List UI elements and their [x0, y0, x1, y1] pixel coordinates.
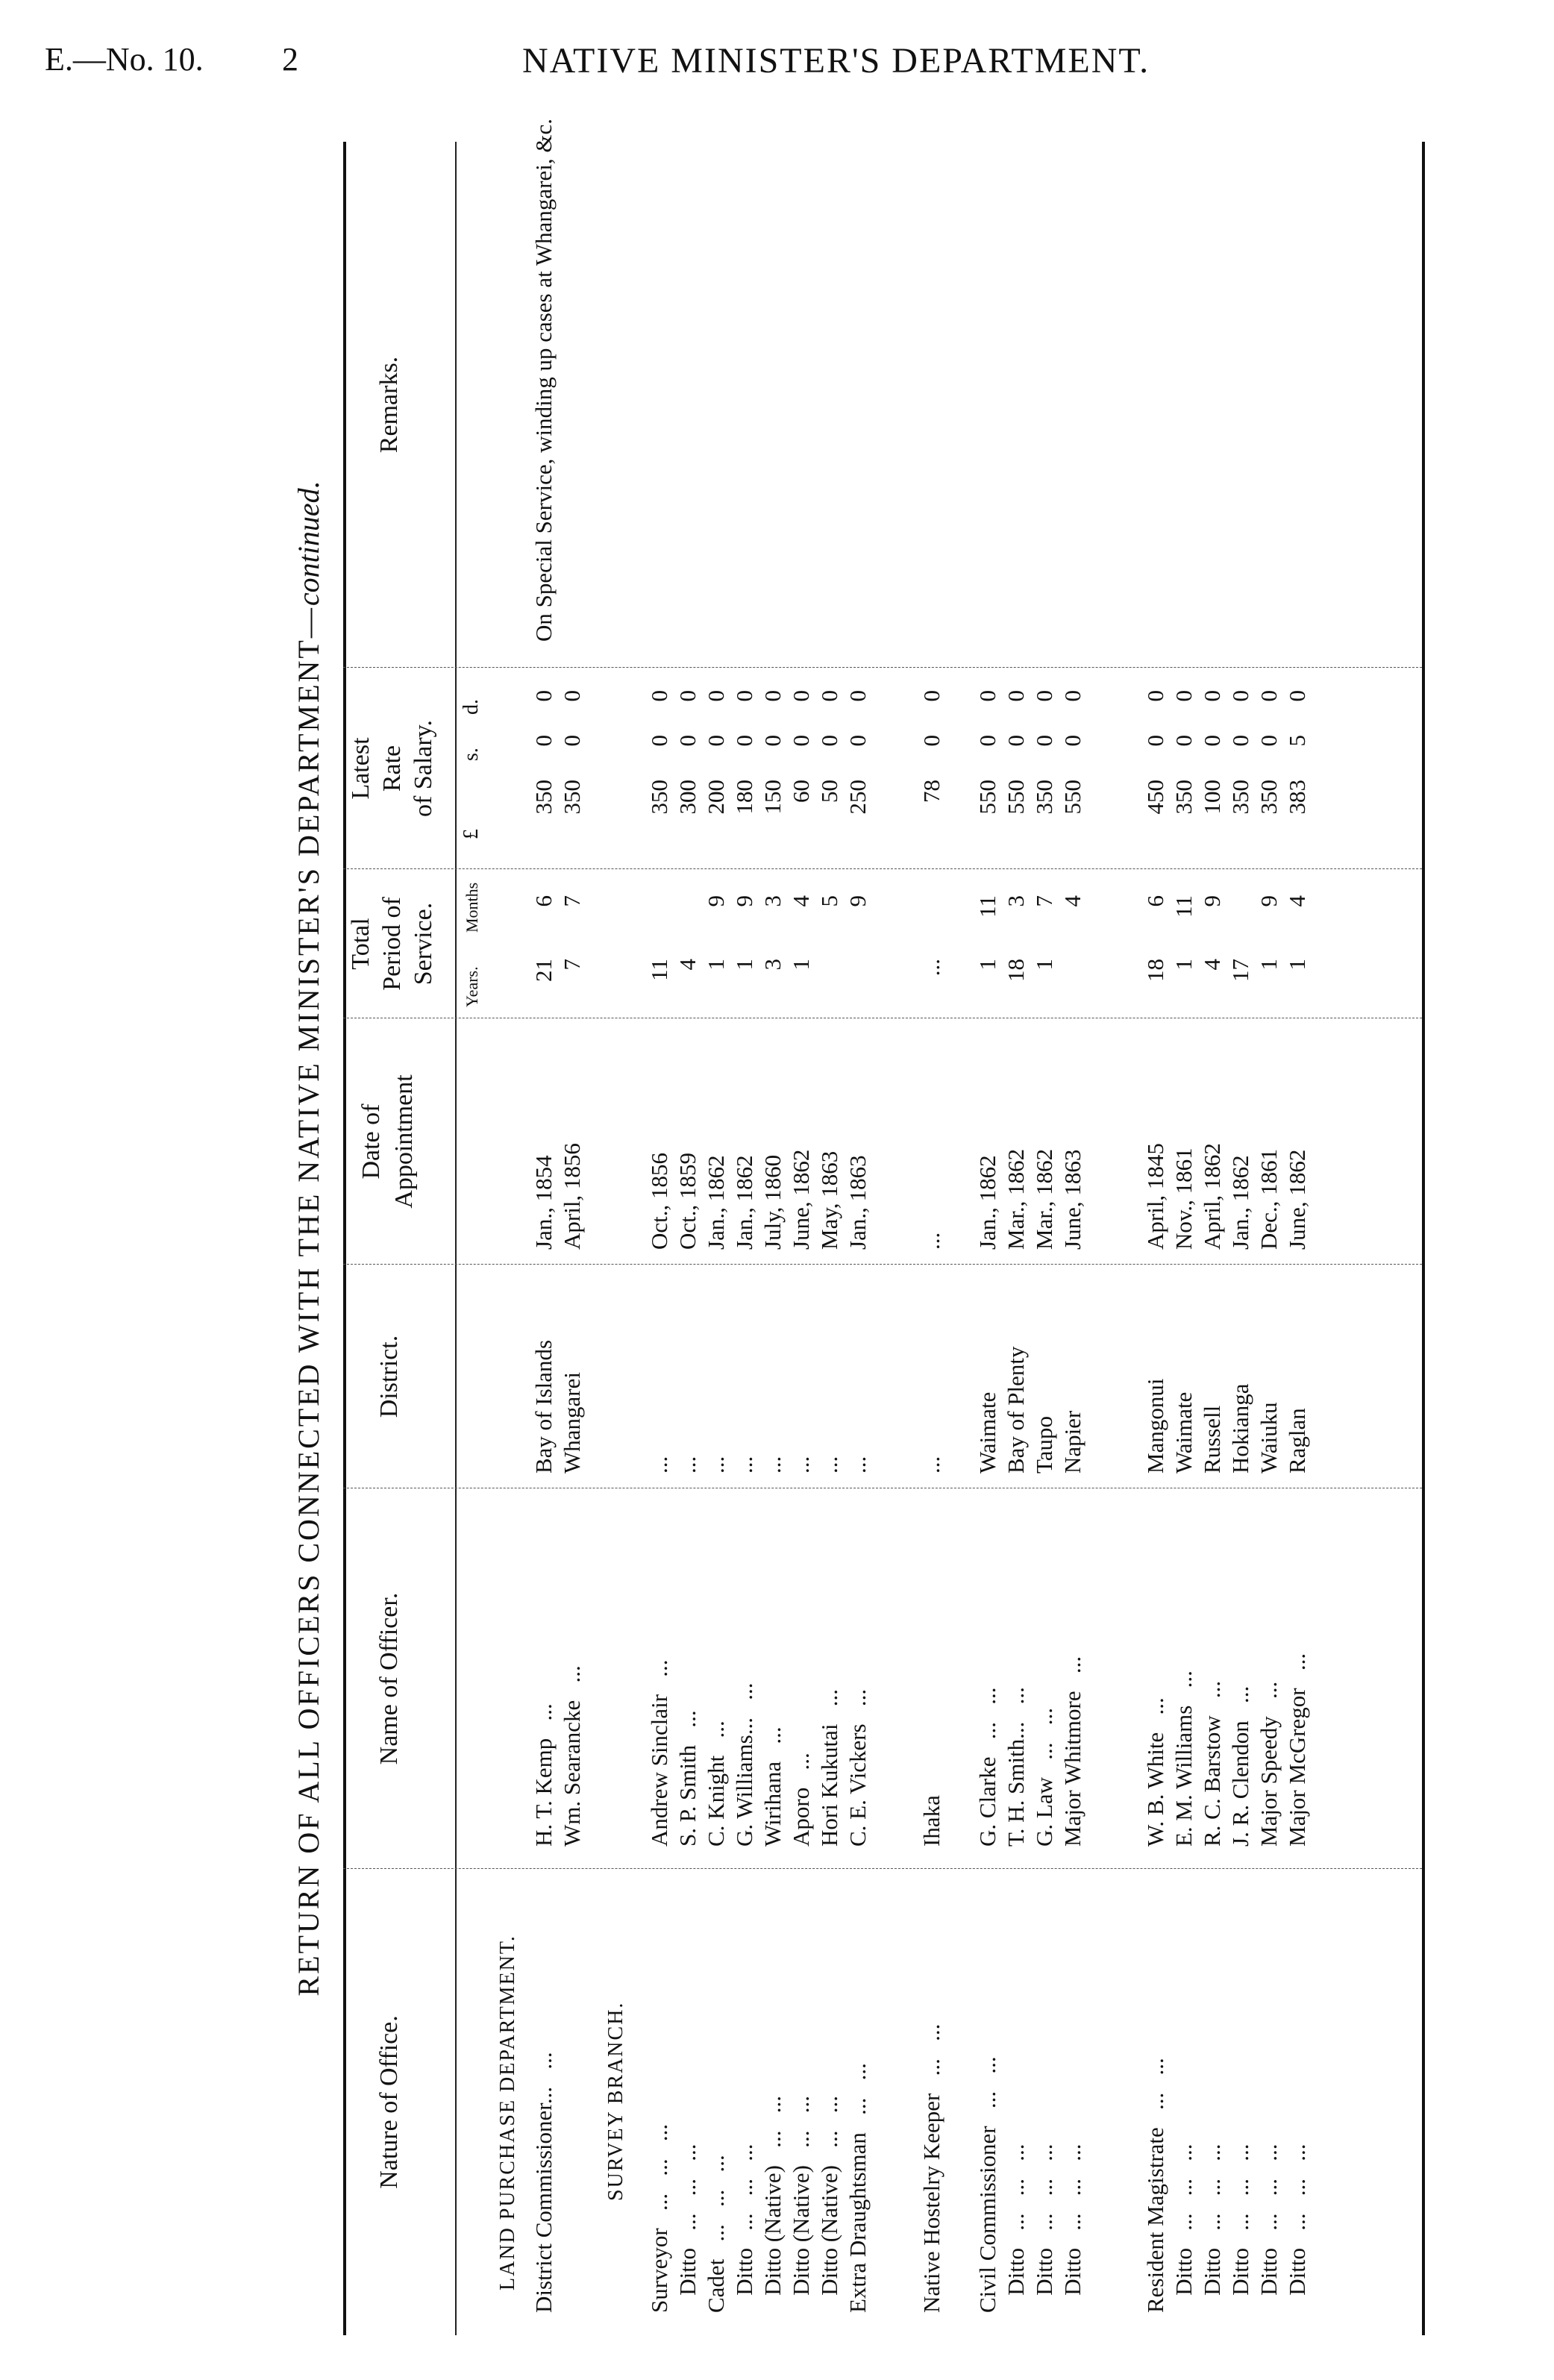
- salary-pence-cell: 0: [1171, 690, 1197, 702]
- unit-shillings: s.: [460, 748, 483, 761]
- table-row: [1198, 142, 1226, 2335]
- officer-cell: Hori Kukutai ...: [816, 1689, 842, 1847]
- salary-pounds-cell: 550: [1059, 780, 1085, 815]
- service-years-cell: 7: [559, 959, 585, 971]
- salary-shillings-cell: 0: [674, 735, 701, 747]
- salary-pence-cell: 0: [816, 690, 842, 702]
- table-row: [759, 142, 787, 2335]
- office-cell: Native Hostelry Keeper ... ...: [918, 2023, 944, 2313]
- office-cell: Surveyor ... ... ...: [646, 2123, 672, 2313]
- officer-cell: Wirihana ...: [759, 1726, 786, 1847]
- service-years-cell: 18: [1142, 959, 1168, 982]
- unit-pence: d.: [460, 699, 483, 715]
- appointment-date-cell: July, 1860: [759, 1154, 786, 1250]
- salary-shillings-cell: 5: [1284, 735, 1310, 747]
- service-years-cell: 1: [1284, 959, 1310, 971]
- service-years-cell: 1: [1031, 959, 1057, 971]
- table-title-text: RETURN OF ALL OFFICERS CONNECTED WITH THE NATIVE MINISTER'S DEPARTMENT—: [292, 606, 325, 1997]
- salary-pounds-cell: 250: [845, 780, 871, 815]
- officer-cell: Ihaka: [918, 1795, 944, 1847]
- officer-cell: H. T. Kemp ...: [530, 1703, 557, 1847]
- service-years-cell: 11: [646, 959, 672, 981]
- office-cell: Ditto ... ... ...: [731, 2143, 757, 2313]
- office-cell: Ditto ... ... ...: [1059, 2143, 1085, 2313]
- service-years-cell: 18: [1003, 959, 1029, 982]
- table-row: [702, 142, 730, 2335]
- salary-pounds-cell: 350: [1256, 780, 1282, 815]
- office-cell: Ditto ... ... ...: [1227, 2143, 1253, 2313]
- district-cell: Waimate: [1171, 1391, 1197, 1474]
- district-cell: ...: [703, 1456, 729, 1474]
- service-months-cell: 9: [845, 895, 871, 907]
- salary-shillings-cell: 0: [1227, 735, 1253, 747]
- salary-shillings-cell: 0: [845, 735, 871, 747]
- table-row: [1030, 142, 1059, 2335]
- district-cell: Bay of Islands: [530, 1339, 557, 1474]
- office-cell: Ditto ... ... ...: [1284, 2143, 1310, 2313]
- rotated-table-block: [112, 119, 1455, 2358]
- salary-pounds-cell: 50: [816, 780, 842, 803]
- appointment-date-cell: Oct., 1856: [646, 1152, 672, 1250]
- office-cell: Extra Draughtsman ... ...: [845, 2063, 871, 2313]
- salary-shillings-cell: 0: [974, 735, 1000, 747]
- office-cell: Ditto ... ... ...: [1031, 2143, 1057, 2313]
- document-reference: E.—No. 10.: [45, 41, 204, 78]
- office-cell: Resident Magistrate ... ...: [1142, 2058, 1168, 2313]
- header-date-of: Date of: [357, 1103, 385, 1180]
- service-years-cell: 3: [759, 959, 786, 971]
- office-cell: Ditto (Native) ... ...: [759, 2095, 786, 2313]
- officer-cell: Major Speedy ...: [1256, 1681, 1282, 1847]
- salary-pounds-cell: 200: [703, 780, 729, 815]
- salary-pounds-cell: 350: [646, 780, 672, 815]
- service-years-cell: ...: [918, 959, 944, 977]
- salary-pence-cell: 0: [674, 690, 701, 702]
- table-row: [918, 142, 946, 2335]
- officer-cell: R. C. Barstow ...: [1199, 1680, 1225, 1847]
- office-cell: Ditto (Native) ... ...: [788, 2095, 814, 2313]
- appointment-date-cell: Jan., 1862: [974, 1155, 1000, 1250]
- salary-shillings-cell: 0: [1059, 735, 1085, 747]
- service-years-cell: 21: [530, 959, 557, 982]
- header-name-of-officer: Name of Officer.: [375, 1592, 403, 1765]
- district-cell: ...: [845, 1456, 871, 1474]
- section-survey-branch: SURVEY BRANCH.: [604, 2001, 627, 2201]
- officer-cell: Aporo ...: [788, 1753, 814, 1847]
- salary-pence-cell: 0: [1059, 690, 1085, 702]
- service-months-cell: 9: [1256, 895, 1282, 907]
- table-row: [974, 142, 1002, 2335]
- appointment-date-cell: Mar., 1862: [1003, 1148, 1029, 1250]
- district-cell: Mangonui: [1142, 1378, 1168, 1474]
- salary-shillings-cell: 0: [759, 735, 786, 747]
- appointment-date-cell: April, 1845: [1142, 1143, 1168, 1250]
- office-cell: Ditto ... ... ...: [1199, 2143, 1225, 2313]
- service-years-cell: 1: [703, 959, 729, 971]
- office-cell: Ditto ... ... ...: [674, 2143, 701, 2313]
- service-months-cell: 9: [1199, 895, 1225, 907]
- table-title: [291, 119, 328, 2358]
- service-months-cell: 9: [731, 895, 757, 907]
- unit-pounds: £: [460, 829, 483, 839]
- district-cell: Hokianga: [1227, 1383, 1253, 1474]
- appointment-date-cell: ...: [918, 1232, 944, 1250]
- officers-table: [343, 118, 1425, 2335]
- salary-pence-cell: 0: [1031, 690, 1057, 702]
- header-service: Service.: [410, 902, 437, 986]
- salary-pounds-cell: 350: [559, 780, 585, 815]
- salary-pounds-cell: 350: [1227, 780, 1253, 815]
- office-cell: Cadet ... ... ...: [703, 2155, 729, 2313]
- table-title-continued: continued.: [292, 480, 325, 607]
- officer-cell: Wm. Searancke ...: [559, 1665, 585, 1847]
- service-years-cell: 1: [974, 959, 1000, 971]
- appointment-date-cell: April, 1856: [559, 1143, 585, 1250]
- district-cell: Waimate: [974, 1391, 1000, 1474]
- table-row: [787, 142, 815, 2335]
- district-cell: Napier: [1059, 1410, 1085, 1474]
- table-bottom-rule: [1422, 142, 1425, 2335]
- salary-shillings-cell: 0: [918, 735, 944, 747]
- appointment-date-cell: May, 1863: [816, 1150, 842, 1250]
- appointment-date-cell: June, 1862: [1284, 1149, 1310, 1250]
- header-remarks: Remarks.: [375, 356, 403, 454]
- salary-pence-cell: 0: [974, 690, 1000, 702]
- district-cell: ...: [646, 1456, 672, 1474]
- salary-shillings-cell: 0: [559, 735, 585, 747]
- officer-cell: G. Williams... ...: [731, 1682, 757, 1847]
- section-land-purchase: LAND PURCHASE DEPARTMENT.: [496, 1935, 519, 2290]
- officer-cell: C. E. Vickers ...: [845, 1688, 871, 1847]
- header-appointment: Appointment: [390, 1074, 418, 1209]
- header-rate: Rate: [378, 745, 406, 792]
- district-cell: ...: [731, 1456, 757, 1474]
- header-latest: Latest: [347, 737, 375, 800]
- district-cell: ...: [816, 1456, 842, 1474]
- service-months-cell: 3: [759, 895, 786, 907]
- table-row: [1170, 142, 1198, 2335]
- salary-pounds-cell: 550: [974, 780, 1000, 815]
- district-cell: Bay of Plenty: [1003, 1346, 1029, 1474]
- service-months-cell: 9: [703, 895, 729, 907]
- salary-shillings-cell: 0: [1003, 735, 1029, 747]
- salary-shillings-cell: 0: [788, 735, 814, 747]
- unit-months: Months: [463, 882, 481, 933]
- service-months-cell: 7: [1031, 895, 1057, 907]
- salary-pounds-cell: 350: [1171, 780, 1197, 815]
- service-years-cell: 4: [674, 959, 701, 971]
- remarks-cell: On Special Service, winding up cases at Whangarei, &c.: [530, 118, 557, 642]
- officer-cell: Major McGregor ...: [1284, 1653, 1310, 1847]
- table-top-rule: [343, 142, 346, 2335]
- table-row: [1226, 142, 1255, 2335]
- header-nature-of-office: Nature of Office.: [375, 2015, 403, 2189]
- header-total: Total: [347, 918, 375, 970]
- office-cell: Ditto (Native) ... ...: [816, 2095, 842, 2313]
- officer-cell: S. P. Smith ...: [674, 1710, 701, 1847]
- table-row: [1141, 142, 1170, 2335]
- salary-shillings-cell: 0: [703, 735, 729, 747]
- salary-shillings-cell: 0: [646, 735, 672, 747]
- salary-pounds-cell: 350: [1031, 780, 1057, 815]
- salary-pence-cell: 0: [1199, 690, 1225, 702]
- officer-cell: Andrew Sinclair ...: [646, 1659, 672, 1847]
- district-cell: ...: [918, 1456, 944, 1474]
- header-period-of: Period of: [378, 897, 406, 991]
- salary-pence-cell: 0: [559, 690, 585, 702]
- salary-pence-cell: 0: [530, 690, 557, 702]
- page-header: [0, 30, 1554, 90]
- district-cell: ...: [674, 1456, 701, 1474]
- salary-pence-cell: 0: [703, 690, 729, 702]
- header-of-salary: of Salary.: [410, 720, 437, 817]
- service-months-cell: 5: [816, 895, 842, 907]
- salary-pounds-cell: 550: [1003, 780, 1029, 815]
- salary-pence-cell: 0: [731, 690, 757, 702]
- appointment-date-cell: April, 1862: [1199, 1143, 1225, 1250]
- salary-shillings-cell: 0: [1031, 735, 1057, 747]
- district-cell: Raglan: [1284, 1408, 1310, 1474]
- office-cell: Ditto ... ... ...: [1171, 2143, 1197, 2313]
- table-row: [1283, 142, 1312, 2335]
- page-number: 2: [282, 41, 298, 78]
- officer-cell: Major Whitmore ...: [1059, 1656, 1085, 1847]
- salary-pounds-cell: 100: [1199, 780, 1225, 815]
- salary-pounds-cell: 180: [731, 780, 757, 815]
- office-cell: Ditto ... ... ...: [1256, 2143, 1282, 2313]
- service-years-cell: 17: [1227, 959, 1253, 982]
- salary-pounds-cell: 150: [759, 780, 786, 815]
- service-years-cell: 4: [1199, 959, 1225, 971]
- salary-shillings-cell: 0: [1199, 735, 1225, 747]
- table-row: [1255, 142, 1283, 2335]
- appointment-date-cell: June, 1862: [788, 1149, 814, 1250]
- appointment-date-cell: Jan., 1862: [731, 1155, 757, 1250]
- district-cell: Russell: [1199, 1405, 1225, 1474]
- officer-cell: E. M. Williams ...: [1171, 1670, 1197, 1847]
- service-months-cell: 7: [559, 895, 585, 907]
- salary-shillings-cell: 0: [530, 735, 557, 747]
- table-row: [674, 142, 702, 2335]
- service-years-cell: 1: [1256, 959, 1282, 971]
- salary-pence-cell: 0: [1256, 690, 1282, 702]
- salary-pence-cell: 0: [1284, 690, 1310, 702]
- table-row: [844, 142, 872, 2335]
- service-months-cell: 11: [974, 895, 1000, 918]
- appointment-date-cell: Jan., 1862: [703, 1155, 729, 1250]
- appointment-date-cell: Mar., 1862: [1031, 1148, 1057, 1250]
- unit-years: Years.: [463, 966, 481, 1007]
- service-months-cell: 11: [1171, 895, 1197, 918]
- table-row: [1002, 142, 1030, 2335]
- office-cell: Civil Commissioner ... ...: [974, 2056, 1000, 2313]
- officer-cell: J. R. Clendon ...: [1227, 1685, 1253, 1847]
- appointment-date-cell: Dec., 1861: [1256, 1148, 1282, 1250]
- district-cell: ...: [759, 1456, 786, 1474]
- salary-pounds-cell: 300: [674, 780, 701, 815]
- salary-pence-cell: 0: [845, 690, 871, 702]
- table-row: [558, 142, 586, 2335]
- officer-cell: T. H. Smith... ...: [1003, 1687, 1029, 1847]
- appointment-date-cell: Jan., 1862: [1227, 1155, 1253, 1250]
- salary-pounds-cell: 350: [530, 780, 557, 815]
- salary-shillings-cell: 0: [1142, 735, 1168, 747]
- salary-shillings-cell: 0: [1256, 735, 1282, 747]
- salary-pounds-cell: 383: [1284, 780, 1310, 815]
- salary-pounds-cell: 450: [1142, 780, 1168, 815]
- district-cell: Whangarei: [559, 1372, 585, 1474]
- salary-pence-cell: 0: [1227, 690, 1253, 702]
- service-years-cell: 1: [731, 959, 757, 971]
- officer-cell: W. B. White ...: [1142, 1697, 1168, 1847]
- salary-shillings-cell: 0: [731, 735, 757, 747]
- table-row: [530, 118, 558, 2335]
- header-bottom-rule: [455, 142, 457, 2335]
- service-months-cell: 4: [1284, 895, 1310, 907]
- service-years-cell: 1: [788, 959, 814, 971]
- header-district: District.: [375, 1335, 403, 1418]
- appointment-date-cell: Oct., 1859: [674, 1152, 701, 1250]
- service-months-cell: 3: [1003, 895, 1029, 907]
- salary-pence-cell: 0: [759, 690, 786, 702]
- page-title: NATIVE MINISTER'S DEPARTMENT.: [522, 41, 1150, 81]
- salary-pounds-cell: 60: [788, 780, 814, 803]
- office-cell: District Commissioner... ...: [530, 2052, 557, 2313]
- appointment-date-cell: Jan., 1854: [530, 1155, 557, 1250]
- salary-pence-cell: 0: [1142, 690, 1168, 702]
- appointment-date-cell: Jan., 1863: [845, 1155, 871, 1250]
- officer-cell: C. Knight ...: [703, 1720, 729, 1847]
- salary-pence-cell: 0: [788, 690, 814, 702]
- service-months-cell: 4: [788, 895, 814, 907]
- salary-pence-cell: 0: [1003, 690, 1029, 702]
- appointment-date-cell: Nov., 1861: [1171, 1147, 1197, 1250]
- salary-pounds-cell: 78: [918, 780, 944, 803]
- service-years-cell: 1: [1171, 959, 1197, 971]
- service-months-cell: 6: [1142, 895, 1168, 907]
- salary-shillings-cell: 0: [816, 735, 842, 747]
- district-cell: ...: [788, 1456, 814, 1474]
- district-cell: Taupo: [1031, 1415, 1057, 1474]
- salary-shillings-cell: 0: [1171, 735, 1197, 747]
- officer-cell: G. Law ... ...: [1031, 1708, 1057, 1847]
- office-cell: Ditto ... ... ...: [1003, 2143, 1029, 2313]
- salary-pence-cell: 0: [918, 690, 944, 702]
- table-row: [1059, 142, 1087, 2335]
- officer-cell: G. Clarke ... ...: [974, 1687, 1000, 1847]
- table-row: [645, 142, 674, 2335]
- service-months-cell: 6: [530, 895, 557, 907]
- salary-pence-cell: 0: [646, 690, 672, 702]
- appointment-date-cell: June, 1863: [1059, 1149, 1085, 1250]
- table-row: [815, 142, 844, 2335]
- table-row: [730, 142, 759, 2335]
- service-months-cell: 4: [1059, 895, 1085, 907]
- district-cell: Waiuku: [1256, 1402, 1282, 1474]
